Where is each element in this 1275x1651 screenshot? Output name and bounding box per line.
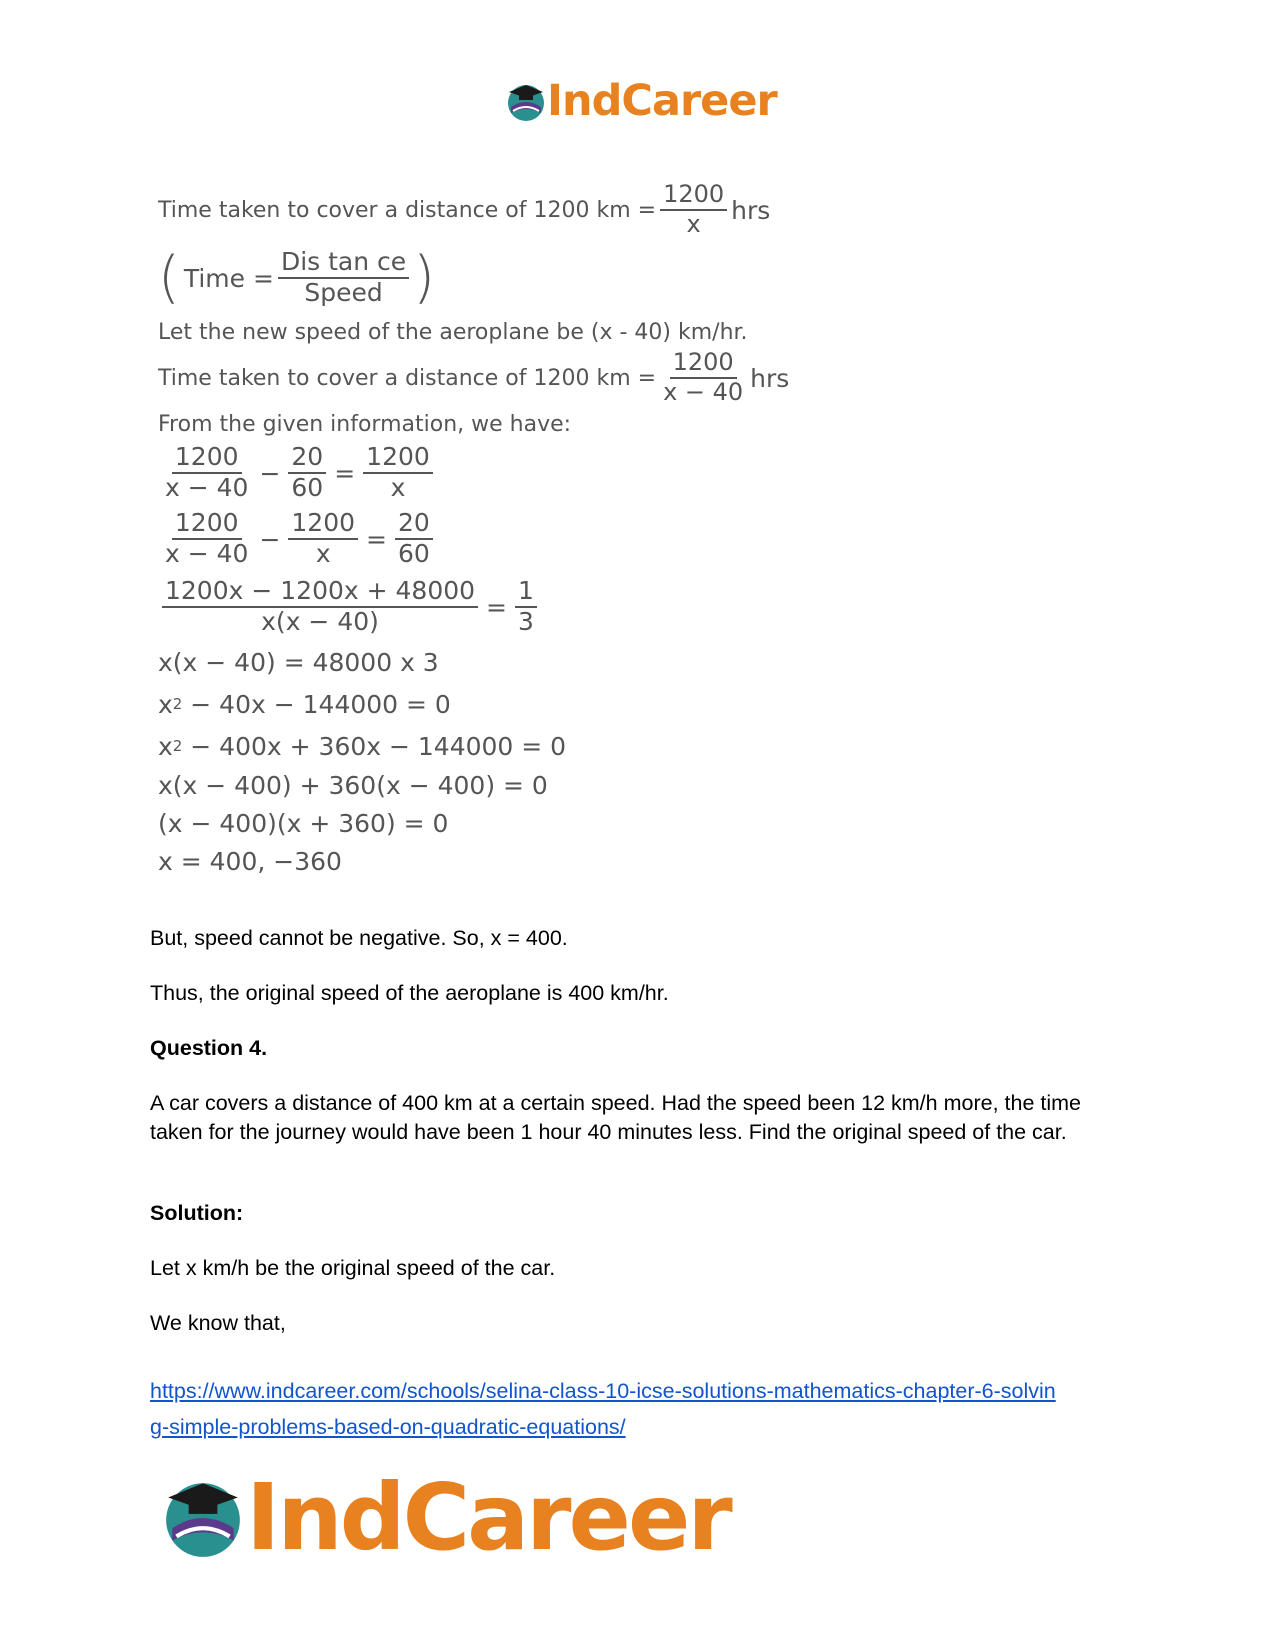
math-equation-5: x 2 − 40x − 144000 = 0 xyxy=(158,689,451,719)
question-text: A car covers a distance of 400 km at a certain speed. Had the speed been 12 km/h more, the time taken for the journey would have been 1 hour 40 minutes less. Find the original speed of the car. xyxy=(150,1091,1081,1144)
logo-text: IndCareer xyxy=(547,76,777,126)
math-equation-8: (x − 400)(x + 360) = 0 xyxy=(158,808,449,838)
paragraph-we-know: We know that, xyxy=(150,1311,286,1335)
source-link-block xyxy=(150,1373,1125,1445)
math-equation-9: x = 400, −360 xyxy=(158,846,342,876)
math-equation-2: $\frac{1200}{x - 40}$ − $\frac{1200}{x}$ = $\frac{20}{60}$ xyxy=(158,506,808,572)
graduation-globe-icon xyxy=(160,1475,246,1561)
math-equation-4: x(x − 40) = 48000 x 3 xyxy=(158,647,439,677)
solution-math-image xyxy=(158,180,808,880)
math-equation-1: $\frac{1200}{x - 40}$ − $\frac{20}{60}$ = $\frac{1200}{x}$ xyxy=(158,440,808,506)
math-equation-7: x(x − 400) + 360(x − 400) = 0 xyxy=(158,770,548,800)
math-line-new-speed: Let the new speed of the aeroplane be (x - 40) km/hr. xyxy=(158,319,748,345)
paragraph-original-speed: Thus, the original speed of the aeroplane is 400 km/hr. xyxy=(150,981,669,1005)
math-line-time-formula: ( Time = $\frac{\text{Dis tan ce}}{\text{Speed}}$ ) xyxy=(158,245,436,310)
footer-logo xyxy=(160,1464,730,1571)
math-equation-6: x 2 − 400x + 360x − 144000 = 0 xyxy=(158,731,567,761)
fraction: $\frac{\text{Dis tan ce}}{\text{Speed}}$ xyxy=(278,248,409,308)
paragraph-let-x: Let x km/h be the original speed of the car. xyxy=(150,1256,556,1280)
source-link-line-2[interactable]: g-simple-problems-based-on-quadratic-equations/ xyxy=(150,1415,626,1439)
math-line-given: From the given information, we have: xyxy=(158,411,572,437)
fraction: $\frac{1200}{x}$ xyxy=(660,181,727,238)
math-line-time-1200: Time taken to cover a distance of 1200 km = $\frac{1200}{x}$ hrs xyxy=(158,180,771,238)
paragraph-speed-negative: But, speed cannot be negative. So, x = 400. xyxy=(150,926,568,950)
header-logo xyxy=(505,76,777,126)
math-equation-3: $\frac{1200x - 1200x + 48000}{x(x - 40)}$ = $\frac{1}{3}$ xyxy=(158,572,808,642)
source-link-line-1[interactable]: https://www.indcareer.com/schools/selina-class-10-icse-solutions-mathematics-chapter-6-solvin xyxy=(150,1379,1056,1403)
math-line-time-new: Time taken to cover a distance of 1200 km = $\frac{1200}{x - 40}$ hrs xyxy=(158,348,790,406)
graduation-globe-icon xyxy=(505,81,547,123)
question-heading: Question 4. xyxy=(150,1036,268,1060)
logo-text: IndCareer xyxy=(246,1464,730,1571)
fraction: $\frac{1200}{x - 40}$ xyxy=(663,348,744,406)
solution-heading: Solution: xyxy=(150,1201,244,1225)
